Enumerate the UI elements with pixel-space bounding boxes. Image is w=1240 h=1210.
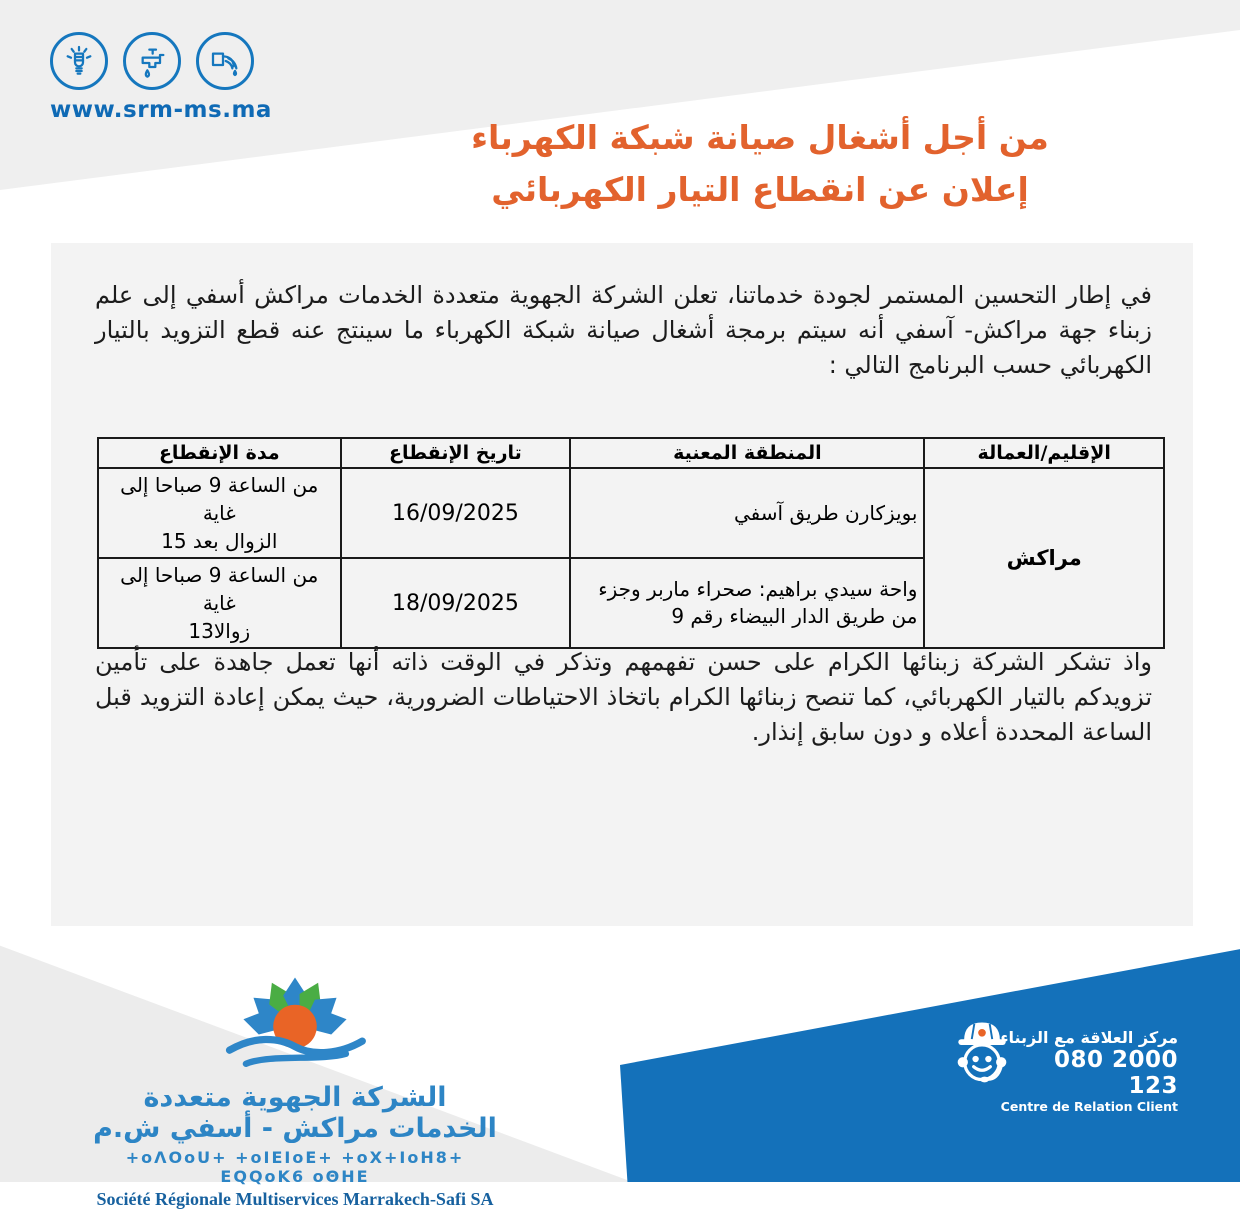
customer-relations-block <box>1000 1028 1178 1114</box>
title-line-2: إعلان عن انقطاع التيار الكهربائي <box>491 170 1029 209</box>
utility-icons-row <box>50 32 254 90</box>
region-cell: مراكش <box>924 468 1164 648</box>
table-row <box>98 468 1164 558</box>
contact-label-french: Centre de Relation Client <box>1000 1099 1178 1114</box>
duration-line-1: من الساعة 9 صباحا إلى غاية <box>120 473 319 525</box>
header-area: المنطقة المعنية <box>570 438 924 468</box>
duration-line-2: 13زوالا <box>188 619 251 643</box>
duration-line-1: من الساعة 9 صباحا إلى غاية <box>120 563 319 615</box>
contact-phone-number: 080 2000 123 <box>1053 1047 1178 1099</box>
date-cell: 18/09/2025 <box>341 558 571 648</box>
closing-paragraph: واذ تشكر الشركة زبنائها الكرام على حسن تفهمهم وتذكر في الوقت ذاته أنها تعمل جاهدة على تأمين تزويدكم بالتيار الكهربائي، كما تنصح زبنائها الكرام باتخاذ الاحتياطات الضرورية، حيث يمكن إعادة التزويد قبل الساعة المحددة أعلاه و دون سابق إنذار. <box>95 648 1152 746</box>
sanitation-outflow-icon <box>196 32 254 90</box>
date-cell: 16/09/2025 <box>341 468 571 558</box>
title-line-1: من أجل أشغال صيانة شبكة الكهرباء <box>471 118 1049 157</box>
company-name-arabic: الشركة الجهوية متعددة الخدمات مراكش - أسفي ش.م <box>93 1082 497 1144</box>
table-header-row <box>98 438 1164 468</box>
outage-schedule-table <box>97 437 1165 649</box>
company-name-french: Société Régionale Multiservices Marrakech-Safi SA <box>96 1189 494 1209</box>
header-date: تاريخ الإنقطاع <box>341 438 571 468</box>
electricity-bulb-icon <box>50 32 108 90</box>
area-cell: بويزكارن طريق آسفي <box>570 468 924 558</box>
announcement-title <box>400 112 1120 216</box>
duration-line-2: 15 بعد‎ الزوال <box>161 529 278 553</box>
intro-paragraph: في إطار التحسين المستمر لجودة خدماتنا، تعلن الشركة الجهوية متعددة الخدمات مراكش أسفي إلى علم زبناء جهة مراكش- آسفي أنه سيتم برمجة أشغال صيانة شبكة الكهرباء ما سينتج عنه قطع التزويد بالتيار الكهربائي حسب البرنامج التالي : <box>95 281 1152 379</box>
header-duration: مدة الإنقطاع <box>98 438 341 468</box>
company-logo <box>200 972 390 1072</box>
duration-cell <box>98 468 341 558</box>
water-tap-icon <box>123 32 181 90</box>
website-url[interactable]: www.srm-ms.ma <box>50 97 272 123</box>
contact-label-arabic: مركز العلاقة مع الزبناء <box>1000 1028 1178 1047</box>
company-name-tifinagh: +oΛOoU+ +oIEIoE+ +oX+IoH8+ EQQoK6 oΘHE <box>125 1148 465 1186</box>
duration-cell <box>98 558 341 648</box>
company-logo-block <box>85 972 505 1210</box>
area-cell: واحة سيدي براهيم: صحراء ماربر وجزء من طريق الدار البيضاء رقم 9 <box>570 558 924 648</box>
header-region: الإقليم/العمالة <box>924 438 1164 468</box>
